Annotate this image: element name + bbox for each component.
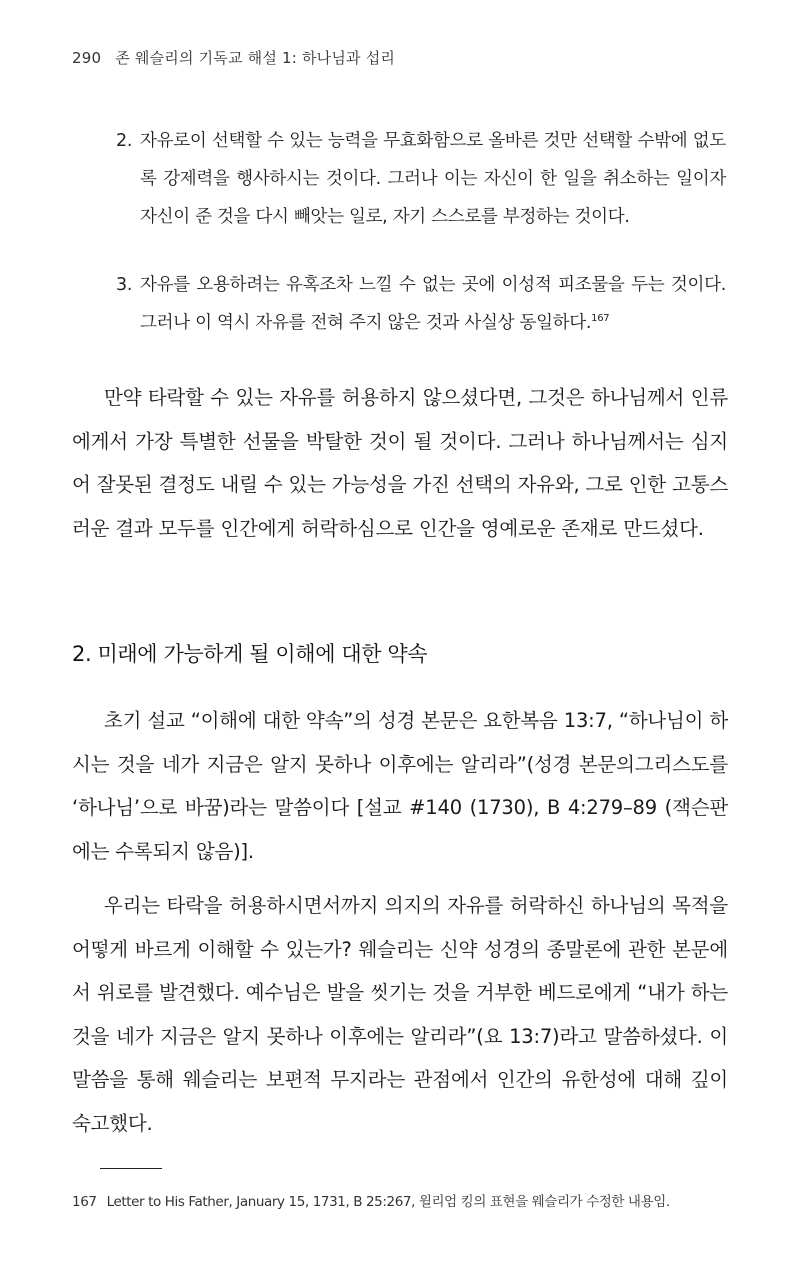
footnote: [72, 1190, 732, 1210]
paragraph-sermon-text: 초기 설교 “이해에 대한 약속”의 성경 본문은 요한복음 13:7, “하나님이 하시는 것을 네가 지금은 알지 못하나 이후에는 알리라”(성경 본문의그리스도를 ‘하나님’으로 바꿈)라는 말씀이다 [설교 #140 (1730), B 4:279–89 (잭슨판에는 수록되지 않음)].: [72, 709, 728, 863]
footnote-divider: [100, 1168, 162, 1169]
running-header: [72, 47, 395, 68]
paragraph-free-will: 만약 타락할 수 있는 자유를 허용하지 않으셨다면, 그것은 하나님께서 인류에게서 가장 특별한 선물을 박탈한 것이 될 것이다. 그러나 하나님께서는 심지어 잘못된 결정도 내릴 수 있는 가능성을 가진 선택의 자유와, 그로 인한 고통스러운 결과 모두를 인간에게 허락하심으로 인간을 영예로운 존재로 만드셨다.: [72, 386, 728, 540]
numbered-list-item-3: [116, 266, 726, 342]
book-title: 존 웨슬리의 기독교 해설 1: 하나님과 섭리: [115, 49, 396, 67]
list-text: 자유로이 선택할 수 있는 능력을 무효화함으로 올바른 것만 선택할 수밖에 없도록 강제력을 행사하시는 것이다. 그러나 이는 자신이 한 일을 취소하는 일이자 자신이 준 것을 다시 빼앗는 일로, 자기 스스로를 부정하는 것이다.: [140, 131, 726, 227]
page-number: 290: [72, 49, 102, 67]
section-heading: 2. 미래에 가능하게 될 이해에 대한 약속: [72, 642, 428, 666]
footnote-text: Letter to His Father, January 15, 1731, B 25:267, 윌리엄 킹의 표현을 웨슬리가 수정한 내용임.: [106, 1194, 670, 1210]
list-text: [140, 266, 726, 342]
footnote-reference: 167: [591, 313, 610, 325]
footnote-number: 167: [72, 1194, 97, 1210]
numbered-list-item-2: [116, 122, 726, 236]
paragraph-understanding: 우리는 타락을 허용하시면서까지 의지의 자유를 허락하신 하나님의 목적을 어떻게 바르게 이해할 수 있는가? 웨슬리는 신약 성경의 종말론에 관한 본문에서 위로를 발견했다. 예수님은 발을 씻기는 것을 거부한 베드로에게 “내가 하는 것을 네가 지금은 알지 못하나 이후에는 알리라”(요 13:7)라고 말씀하셨다. 이 말씀을 통해 웨슬리는 보편적 무지라는 관점에서 인간의 유한성에 대해 깊이 숙고했다.: [72, 894, 728, 1135]
list-number: 2.: [116, 131, 133, 151]
list-number: 3.: [116, 275, 133, 295]
list-text-body: 자유를 오용하려는 유혹조차 느낄 수 없는 곳에 이성적 피조물을 두는 것이다. 그러나 이 역시 자유를 전혀 주지 않은 것과 사실상 동일하다.: [140, 275, 726, 333]
